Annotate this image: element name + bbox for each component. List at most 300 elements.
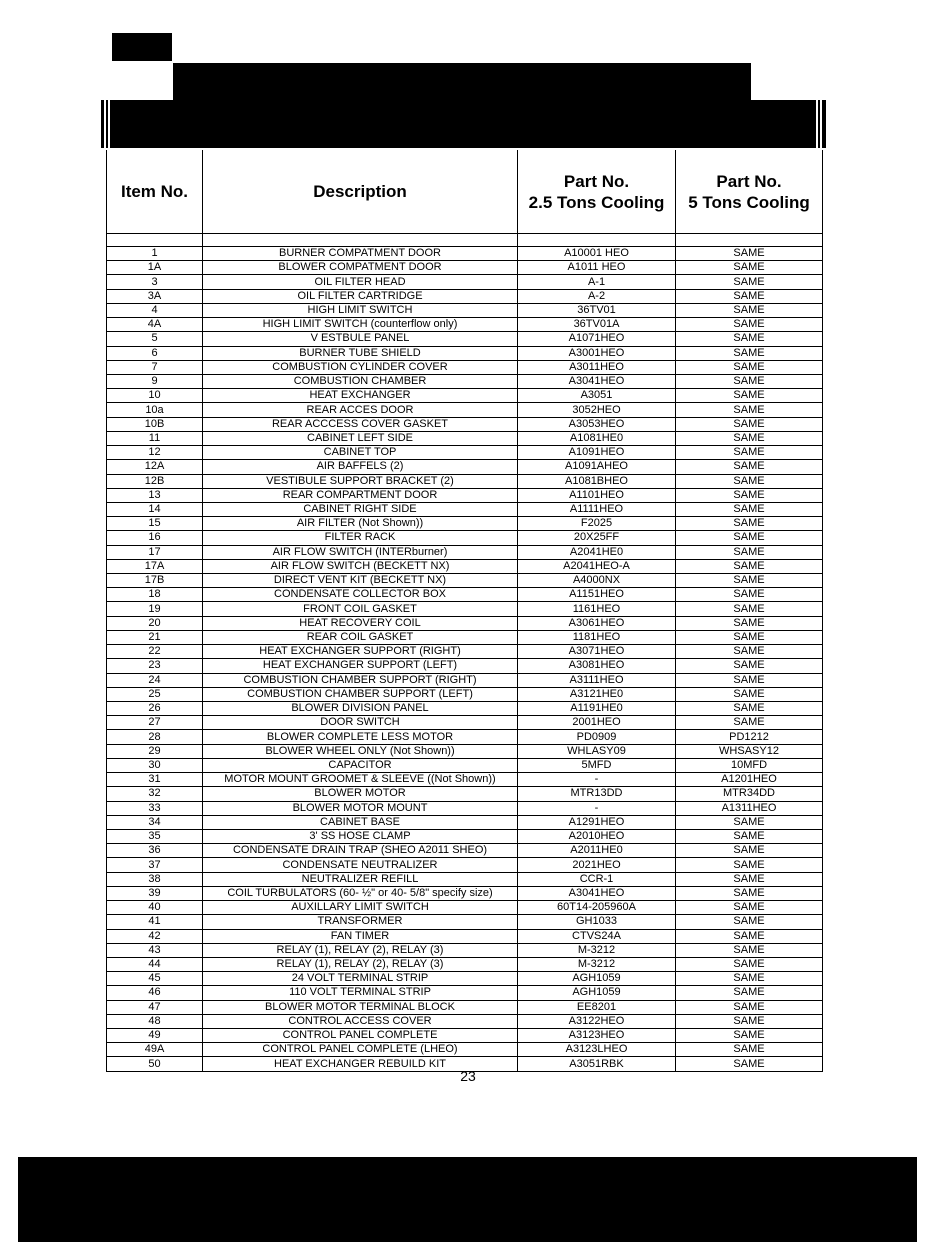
header-black-bar: [101, 100, 826, 148]
part-2-5-tons-cell: 1161HEO: [518, 602, 676, 616]
table-row: [107, 574, 823, 588]
part-5-tons-cell: SAME: [676, 431, 823, 445]
part-2-5-tons-cell: A3081HEO: [518, 659, 676, 673]
description-cell: NEUTRALIZER REFILL: [203, 872, 518, 886]
part-2-5-tons-cell: EE8201: [518, 1000, 676, 1014]
item-no-cell: 14: [107, 502, 203, 516]
description-cell: CONTROL PANEL COMPLETE: [203, 1029, 518, 1043]
description-cell: CONDENSATE NEUTRALIZER: [203, 858, 518, 872]
part-5-tons-cell: SAME: [676, 502, 823, 516]
item-no-cell: 5: [107, 332, 203, 346]
description-cell: 24 VOLT TERMINAL STRIP: [203, 972, 518, 986]
item-no-cell: 45: [107, 972, 203, 986]
part-5-tons-cell: SAME: [676, 957, 823, 971]
part-5-tons-cell: SAME: [676, 474, 823, 488]
item-no-cell: 12B: [107, 474, 203, 488]
description-cell: AIR FLOW SWITCH (INTERburner): [203, 545, 518, 559]
part-5-tons-cell: SAME: [676, 261, 823, 275]
part-2-5-tons-cell: A3041HEO: [518, 886, 676, 900]
part-5-tons-cell: SAME: [676, 915, 823, 929]
description-cell: HIGH LIMIT SWITCH: [203, 303, 518, 317]
table-row: [107, 1043, 823, 1057]
item-no-cell: 21: [107, 630, 203, 644]
item-no-cell: 1: [107, 247, 203, 261]
description-cell: TRANSFORMER: [203, 915, 518, 929]
part-2-5-tons-cell: A2041HEO-A: [518, 559, 676, 573]
part-2-5-tons-cell: A1101HEO: [518, 488, 676, 502]
part-2-5-tons-cell: A3011HEO: [518, 360, 676, 374]
part-5-tons-cell: SAME: [676, 986, 823, 1000]
table-row: [107, 247, 823, 261]
item-no-cell: 22: [107, 645, 203, 659]
description-cell: CABINET TOP: [203, 446, 518, 460]
item-no-cell: 47: [107, 1000, 203, 1014]
description-cell: AIR FILTER (Not Shown)): [203, 517, 518, 531]
item-no-cell: 50: [107, 1057, 203, 1071]
part-5-tons-cell: SAME: [676, 531, 823, 545]
table-row: [107, 716, 823, 730]
table-row: [107, 702, 823, 716]
item-no-cell: 35: [107, 829, 203, 843]
part-2-5-tons-cell: A2011HE0: [518, 844, 676, 858]
table-row: [107, 972, 823, 986]
item-no-cell: 16: [107, 531, 203, 545]
part-2-5-tons-cell: A3121HE0: [518, 687, 676, 701]
table-row: [107, 687, 823, 701]
item-no-cell: 3A: [107, 289, 203, 303]
item-no-cell: 4A: [107, 318, 203, 332]
table-spacer-row: [107, 234, 823, 247]
table-row: [107, 360, 823, 374]
description-cell: OIL FILTER HEAD: [203, 275, 518, 289]
description-cell: FILTER RACK: [203, 531, 518, 545]
part-5-tons-cell: SAME: [676, 247, 823, 261]
part-5-tons-cell: SAME: [676, 446, 823, 460]
item-no-cell: 41: [107, 915, 203, 929]
table-row: [107, 858, 823, 872]
description-cell: AIR BAFFELS (2): [203, 460, 518, 474]
part-5-tons-cell: SAME: [676, 616, 823, 630]
table-row: [107, 531, 823, 545]
table-row: [107, 417, 823, 431]
part-5-tons-cell: SAME: [676, 1000, 823, 1014]
description-cell: COMBUSTION CHAMBER: [203, 374, 518, 388]
part-2-5-tons-cell: AGH1059: [518, 986, 676, 1000]
part-5-tons-cell: SAME: [676, 588, 823, 602]
table-row: [107, 659, 823, 673]
part-5-tons-cell: SAME: [676, 858, 823, 872]
part-5-tons-cell: SAME: [676, 318, 823, 332]
description-cell: HEAT EXCHANGER REBUILD KIT: [203, 1057, 518, 1071]
part-2-5-tons-cell: A1011 HEO: [518, 261, 676, 275]
description-cell: HEAT EXCHANGER SUPPORT (LEFT): [203, 659, 518, 673]
part-2-5-tons-cell: A3051RBK: [518, 1057, 676, 1071]
table-row: [107, 929, 823, 943]
table-row: [107, 787, 823, 801]
part-2-5-tons-cell: A1191HE0: [518, 702, 676, 716]
item-no-cell: 46: [107, 986, 203, 1000]
table-row: [107, 616, 823, 630]
table-row: [107, 901, 823, 915]
description-cell: RELAY (1), RELAY (2), RELAY (3): [203, 957, 518, 971]
item-no-cell: 17A: [107, 559, 203, 573]
part-5-tons-cell: SAME: [676, 360, 823, 374]
item-no-cell: 49: [107, 1029, 203, 1043]
part-5-tons-cell: SAME: [676, 417, 823, 431]
part-2-5-tons-cell: M-3212: [518, 943, 676, 957]
part-5-tons-cell: SAME: [676, 901, 823, 915]
table-row: [107, 446, 823, 460]
table-row: [107, 289, 823, 303]
description-cell: CABINET BASE: [203, 815, 518, 829]
item-no-cell: 25: [107, 687, 203, 701]
part-2-5-tons-cell: A3041HEO: [518, 374, 676, 388]
part-2-5-tons-cell: A-1: [518, 275, 676, 289]
part-5-tons-cell: SAME: [676, 872, 823, 886]
table-row: [107, 502, 823, 516]
table-row: [107, 559, 823, 573]
part-2-5-tons-cell: A4000NX: [518, 574, 676, 588]
description-cell: CAPACITOR: [203, 758, 518, 772]
part-5-tons-cell: SAME: [676, 1043, 823, 1057]
title-black-bar: [173, 63, 751, 100]
table-row: [107, 957, 823, 971]
part-5-tons-cell: SAME: [676, 332, 823, 346]
part-2-5-tons-cell: A3001HEO: [518, 346, 676, 360]
part-5-tons-cell: SAME: [676, 716, 823, 730]
table-row: [107, 275, 823, 289]
item-no-cell: 10: [107, 389, 203, 403]
table-row: [107, 588, 823, 602]
part-2-5-tons-cell: A3071HEO: [518, 645, 676, 659]
part-2-5-tons-cell: M-3212: [518, 957, 676, 971]
part-2-5-tons-cell: 20X25FF: [518, 531, 676, 545]
item-no-cell: 24: [107, 673, 203, 687]
item-no-cell: 48: [107, 1014, 203, 1028]
item-no-cell: 37: [107, 858, 203, 872]
description-cell: REAR ACCCESS COVER GASKET: [203, 417, 518, 431]
item-no-cell: 40: [107, 901, 203, 915]
parts-table-body: [107, 234, 823, 1072]
part-5-tons-cell: SAME: [676, 687, 823, 701]
part-5-tons-cell: SAME: [676, 929, 823, 943]
item-no-cell: 30: [107, 758, 203, 772]
part-5-tons-cell: SAME: [676, 559, 823, 573]
part-2-5-tons-cell: -: [518, 773, 676, 787]
item-no-cell: 4: [107, 303, 203, 317]
item-no-cell: 31: [107, 773, 203, 787]
part-5-tons-cell: SAME: [676, 943, 823, 957]
part-2-5-tons-cell: 36TV01A: [518, 318, 676, 332]
part-5-tons-cell: SAME: [676, 702, 823, 716]
part-5-tons-cell: SAME: [676, 673, 823, 687]
table-row: [107, 488, 823, 502]
part-2-5-tons-cell: MTR13DD: [518, 787, 676, 801]
item-no-cell: 43: [107, 943, 203, 957]
part-2-5-tons-cell: A1291HEO: [518, 815, 676, 829]
table-header-row: [107, 150, 823, 234]
description-cell: REAR COIL GASKET: [203, 630, 518, 644]
description-cell: V ESTBULE PANEL: [203, 332, 518, 346]
item-no-cell: 19: [107, 602, 203, 616]
item-no-cell: 33: [107, 801, 203, 815]
item-no-cell: 29: [107, 744, 203, 758]
part-2-5-tons-cell: A1081BHEO: [518, 474, 676, 488]
part-5-tons-cell: SAME: [676, 645, 823, 659]
item-no-cell: 11: [107, 431, 203, 445]
part-2-5-tons-cell: -: [518, 801, 676, 815]
part-2-5-tons-cell: A3123LHEO: [518, 1043, 676, 1057]
part-5-tons-cell: SAME: [676, 289, 823, 303]
description-cell: CONDENSATE COLLECTOR BOX: [203, 588, 518, 602]
header-bar-divider: [108, 100, 110, 150]
table-row: [107, 730, 823, 744]
table-row: [107, 318, 823, 332]
table-row: [107, 815, 823, 829]
part-5-tons-cell: SAME: [676, 1029, 823, 1043]
description-cell: BURNER COMPATMENT DOOR: [203, 247, 518, 261]
description-cell: AUXILLARY LIMIT SWITCH: [203, 901, 518, 915]
item-no-cell: 38: [107, 872, 203, 886]
table-row: [107, 346, 823, 360]
table-row: [107, 886, 823, 900]
table-row: [107, 374, 823, 388]
part-5-tons-cell: SAME: [676, 517, 823, 531]
part-2-5-tons-cell: 3052HEO: [518, 403, 676, 417]
table-row: [107, 602, 823, 616]
table-row: [107, 943, 823, 957]
item-no-cell: 28: [107, 730, 203, 744]
part-2-5-tons-cell: 1181HEO: [518, 630, 676, 644]
header-part-5-tons: Part No. 5 Tons Cooling: [676, 150, 823, 234]
part-5-tons-cell: A1201HEO: [676, 773, 823, 787]
part-2-5-tons-cell: CTVS24A: [518, 929, 676, 943]
part-5-tons-cell: SAME: [676, 303, 823, 317]
part-5-tons-cell: SAME: [676, 346, 823, 360]
part-5-tons-cell: WHSASY12: [676, 744, 823, 758]
part-5-tons-cell: SAME: [676, 545, 823, 559]
description-cell: COMBUSTION CYLINDER COVER: [203, 360, 518, 374]
part-2-5-tons-cell: A3122HEO: [518, 1014, 676, 1028]
item-no-cell: 6: [107, 346, 203, 360]
description-cell: BURNER TUBE SHIELD: [203, 346, 518, 360]
part-2-5-tons-cell: 5MFD: [518, 758, 676, 772]
item-no-cell: 15: [107, 517, 203, 531]
item-no-cell: 39: [107, 886, 203, 900]
description-cell: HEAT EXCHANGER SUPPORT (RIGHT): [203, 645, 518, 659]
part-2-5-tons-cell: A2041HE0: [518, 545, 676, 559]
part-5-tons-cell: SAME: [676, 844, 823, 858]
part-2-5-tons-cell: A1111HEO: [518, 502, 676, 516]
part-5-tons-cell: SAME: [676, 815, 823, 829]
item-no-cell: 12: [107, 446, 203, 460]
description-cell: MOTOR MOUNT GROOMET & SLEEVE ((Not Shown)): [203, 773, 518, 787]
part-2-5-tons-cell: 60T14-205960A: [518, 901, 676, 915]
part-2-5-tons-cell: A3123HEO: [518, 1029, 676, 1043]
parts-table: [106, 150, 823, 1072]
header-bar-divider: [816, 100, 818, 150]
part-5-tons-cell: MTR34DD: [676, 787, 823, 801]
part-2-5-tons-cell: A1081HE0: [518, 431, 676, 445]
description-cell: BLOWER MOTOR MOUNT: [203, 801, 518, 815]
description-cell: BLOWER MOTOR TERMINAL BLOCK: [203, 1000, 518, 1014]
item-no-cell: 1A: [107, 261, 203, 275]
description-cell: FAN TIMER: [203, 929, 518, 943]
part-2-5-tons-cell: PD0909: [518, 730, 676, 744]
description-cell: DIRECT VENT KIT (BECKETT NX): [203, 574, 518, 588]
table-row: [107, 915, 823, 929]
part-5-tons-cell: SAME: [676, 275, 823, 289]
part-2-5-tons-cell: A1091HEO: [518, 446, 676, 460]
item-no-cell: 26: [107, 702, 203, 716]
description-cell: COMBUSTION CHAMBER SUPPORT (RIGHT): [203, 673, 518, 687]
part-5-tons-cell: 10MFD: [676, 758, 823, 772]
description-cell: REAR COMPARTMENT DOOR: [203, 488, 518, 502]
part-2-5-tons-cell: GH1033: [518, 915, 676, 929]
header-part-2-5-tons: Part No. 2.5 Tons Cooling: [518, 150, 676, 234]
description-cell: BLOWER COMPATMENT DOOR: [203, 261, 518, 275]
part-5-tons-cell: SAME: [676, 659, 823, 673]
part-5-tons-cell: SAME: [676, 630, 823, 644]
part-2-5-tons-cell: A3061HEO: [518, 616, 676, 630]
part-5-tons-cell: SAME: [676, 972, 823, 986]
table-row: [107, 872, 823, 886]
part-5-tons-cell: SAME: [676, 1014, 823, 1028]
description-cell: COIL TURBULATORS (60- ½" or 40- 5/8" specify size): [203, 886, 518, 900]
description-cell: HEAT EXCHANGER: [203, 389, 518, 403]
part-2-5-tons-cell: A2010HEO: [518, 829, 676, 843]
table-row: [107, 431, 823, 445]
table-row: [107, 403, 823, 417]
part-5-tons-cell: SAME: [676, 389, 823, 403]
part-2-5-tons-cell: A1151HEO: [518, 588, 676, 602]
header-description: Description: [203, 150, 518, 234]
item-no-cell: 17: [107, 545, 203, 559]
table-row: [107, 773, 823, 787]
part-2-5-tons-cell: A1071HEO: [518, 332, 676, 346]
table-row: [107, 545, 823, 559]
part-5-tons-cell: SAME: [676, 460, 823, 474]
table-row: [107, 474, 823, 488]
item-no-cell: 20: [107, 616, 203, 630]
description-cell: RELAY (1), RELAY (2), RELAY (3): [203, 943, 518, 957]
part-5-tons-cell: SAME: [676, 574, 823, 588]
header-bar-divider: [820, 100, 822, 150]
part-5-tons-cell: SAME: [676, 403, 823, 417]
description-cell: DOOR SWITCH: [203, 716, 518, 730]
table-row: [107, 517, 823, 531]
description-cell: HEAT RECOVERY COIL: [203, 616, 518, 630]
part-2-5-tons-cell: A1091AHEO: [518, 460, 676, 474]
table-row: [107, 844, 823, 858]
description-cell: REAR ACCES DOOR: [203, 403, 518, 417]
item-no-cell: 34: [107, 815, 203, 829]
description-cell: CABINET RIGHT SIDE: [203, 502, 518, 516]
item-no-cell: 13: [107, 488, 203, 502]
item-no-cell: 17B: [107, 574, 203, 588]
description-cell: AIR FLOW SWITCH (BECKETT NX): [203, 559, 518, 573]
description-cell: COMBUSTION CHAMBER SUPPORT (LEFT): [203, 687, 518, 701]
part-5-tons-cell: SAME: [676, 886, 823, 900]
item-no-cell: 10a: [107, 403, 203, 417]
description-cell: BLOWER WHEEL ONLY (Not Shown)): [203, 744, 518, 758]
item-no-cell: 18: [107, 588, 203, 602]
part-2-5-tons-cell: F2025: [518, 517, 676, 531]
part-5-tons-cell: SAME: [676, 374, 823, 388]
header-bar-divider: [104, 100, 106, 150]
item-no-cell: 49A: [107, 1043, 203, 1057]
part-2-5-tons-cell: 2001HEO: [518, 716, 676, 730]
table-row: [107, 303, 823, 317]
table-row: [107, 744, 823, 758]
item-no-cell: 10B: [107, 417, 203, 431]
part-5-tons-cell: PD1212: [676, 730, 823, 744]
part-2-5-tons-cell: A3053HEO: [518, 417, 676, 431]
table-row: [107, 630, 823, 644]
item-no-cell: 36: [107, 844, 203, 858]
description-cell: CONTROL ACCESS COVER: [203, 1014, 518, 1028]
item-no-cell: 12A: [107, 460, 203, 474]
description-cell: HIGH LIMIT SWITCH (counterflow only): [203, 318, 518, 332]
item-no-cell: 42: [107, 929, 203, 943]
description-cell: FRONT COIL GASKET: [203, 602, 518, 616]
description-cell: CABINET LEFT SIDE: [203, 431, 518, 445]
part-2-5-tons-cell: 36TV01: [518, 303, 676, 317]
description-cell: 3' SS HOSE CLAMP: [203, 829, 518, 843]
table-row: [107, 1014, 823, 1028]
description-cell: BLOWER COMPLETE LESS MOTOR: [203, 730, 518, 744]
part-2-5-tons-cell: A10001 HEO: [518, 247, 676, 261]
table-row: [107, 801, 823, 815]
part-5-tons-cell: SAME: [676, 488, 823, 502]
item-no-cell: 7: [107, 360, 203, 374]
item-no-cell: 3: [107, 275, 203, 289]
item-no-cell: 9: [107, 374, 203, 388]
table-row: [107, 389, 823, 403]
part-5-tons-cell: A1311HEO: [676, 801, 823, 815]
table-row: [107, 645, 823, 659]
table-row: [107, 460, 823, 474]
description-cell: OIL FILTER CARTRIDGE: [203, 289, 518, 303]
table-row: [107, 673, 823, 687]
description-cell: BLOWER DIVISION PANEL: [203, 702, 518, 716]
table-row: [107, 332, 823, 346]
description-cell: 110 VOLT TERMINAL STRIP: [203, 986, 518, 1000]
part-2-5-tons-cell: A3051: [518, 389, 676, 403]
footer-black-bar: [18, 1157, 917, 1242]
table-row: [107, 986, 823, 1000]
part-2-5-tons-cell: CCR-1: [518, 872, 676, 886]
table-row: [107, 261, 823, 275]
part-5-tons-cell: SAME: [676, 602, 823, 616]
corner-black-block: [112, 33, 172, 61]
description-cell: BLOWER MOTOR: [203, 787, 518, 801]
part-2-5-tons-cell: A3111HEO: [518, 673, 676, 687]
page-number: 23: [460, 1068, 476, 1084]
part-2-5-tons-cell: A-2: [518, 289, 676, 303]
item-no-cell: 27: [107, 716, 203, 730]
description-cell: CONTROL PANEL COMPLETE (LHEO): [203, 1043, 518, 1057]
description-cell: CONDENSATE DRAIN TRAP (SHEO A2011 SHEO): [203, 844, 518, 858]
table-row: [107, 829, 823, 843]
item-no-cell: 32: [107, 787, 203, 801]
item-no-cell: 44: [107, 957, 203, 971]
description-cell: VESTIBULE SUPPORT BRACKET (2): [203, 474, 518, 488]
table-row: [107, 1000, 823, 1014]
table-row: [107, 758, 823, 772]
header-item-no: Item No.: [107, 150, 203, 234]
item-no-cell: 23: [107, 659, 203, 673]
